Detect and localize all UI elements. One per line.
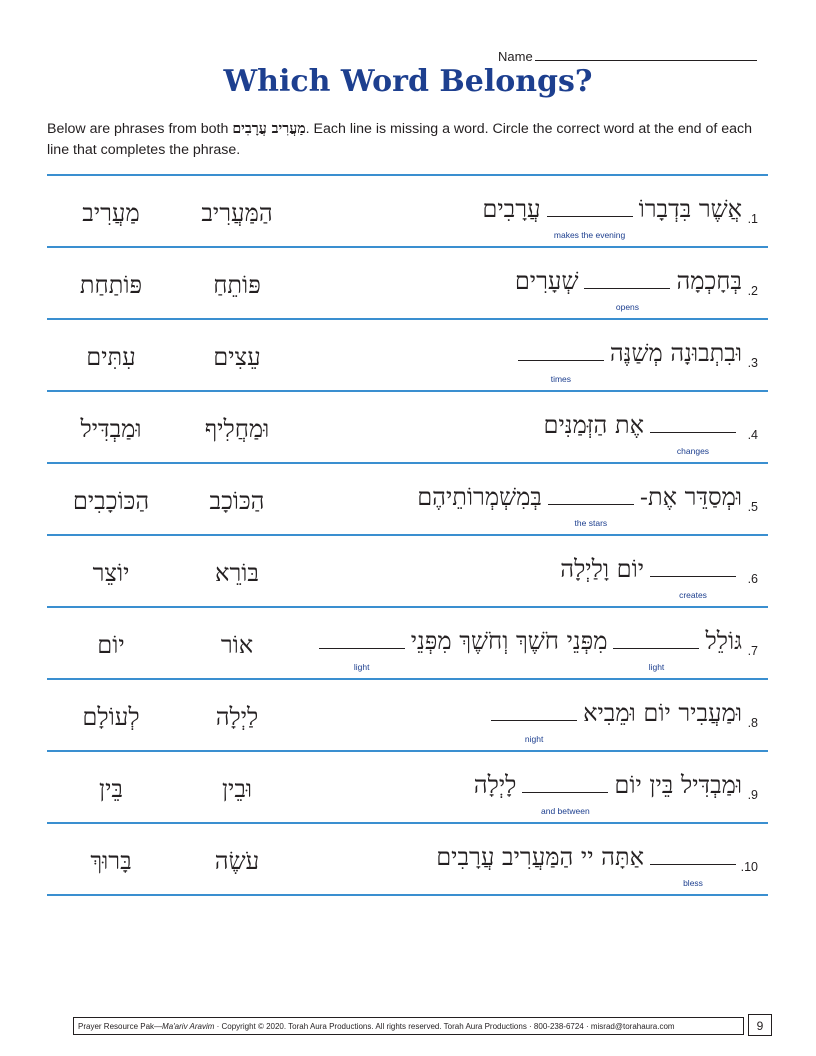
exercise-row (47, 176, 768, 248)
hebrew-phrase (543, 408, 742, 456)
footer (73, 1017, 744, 1035)
exercise-row (47, 320, 768, 392)
answer-blank[interactable] (650, 842, 736, 888)
answer-blank-2[interactable] (319, 626, 405, 672)
footer-text-italic: Ma'ariv Aravim (162, 1022, 215, 1031)
choice-option-2[interactable]: עִתִּים (86, 343, 136, 371)
hebrew-phrase (514, 264, 742, 312)
row-number: .8 (747, 716, 758, 730)
answer-blank[interactable] (522, 770, 608, 816)
choice-option-1[interactable]: בּוֹרֵא (215, 559, 259, 587)
page-title: Which Word Belongs? (223, 64, 593, 99)
row-number: .1 (747, 212, 758, 226)
choice-option-1[interactable]: הַמַּעֲרִיב (201, 199, 273, 227)
row-number: .6 (747, 572, 758, 586)
answer-blank[interactable] (584, 266, 670, 312)
hebrew-phrase (417, 480, 742, 528)
answer-blank[interactable] (650, 410, 736, 456)
exercise-table (47, 174, 768, 896)
exercise-row (47, 248, 768, 320)
blank-hint: bless (683, 878, 703, 888)
phrase-after: שְׁעָרִים (514, 267, 579, 295)
choice-option-2[interactable]: הַכּוֹכָבִים (72, 487, 150, 515)
row-number: .10 (740, 860, 758, 874)
phrase-before: וּמַעֲבִיר יוֹם וּמֵבִיא (583, 699, 742, 727)
answer-blank[interactable] (518, 338, 604, 384)
name-blank[interactable] (535, 48, 757, 61)
row-number: .7 (747, 644, 758, 658)
blank-hint: night (524, 734, 544, 744)
choice-option-2[interactable]: בָּרוּךְ (90, 847, 132, 875)
choice-option-1[interactable]: וּמַחֲלִיף (204, 415, 270, 443)
blank-hint: opens (615, 302, 640, 312)
exercise-row (47, 824, 768, 896)
phrase-after: אֶת הַזְּמַנִּים (543, 411, 644, 439)
phrase-after: מִפְּנֵי חֹשֶׁךְ וְחֹשֶׁךְ מִפְּנֵי (410, 627, 608, 655)
blank-hint: light (648, 662, 665, 672)
choice-option-1[interactable]: עֹשֶׂה (214, 847, 260, 875)
choice-option-2[interactable]: בֵּין (99, 775, 123, 803)
hebrew-phrase (473, 768, 742, 816)
hebrew-phrase (512, 336, 742, 384)
phrase-before: בְּחָכְמָה (676, 267, 742, 295)
hebrew-phrase (436, 840, 742, 888)
blank-hint: makes the evening (553, 230, 626, 240)
choice-option-1[interactable]: אוֹר (220, 631, 254, 659)
choice-option-1[interactable]: פּוֹתֵחַ (213, 271, 261, 299)
choice-option-2[interactable]: לְעוֹלָם (82, 703, 140, 731)
blank-hint: changes (676, 446, 710, 456)
choice-option-2[interactable]: יוֹצֵר (92, 559, 130, 587)
row-number: .3 (747, 356, 758, 370)
blank-hint: creates (679, 590, 707, 600)
phrase-after: בְּמִשְׁמְרוֹתֵיהֶם (417, 483, 542, 511)
exercise-row (47, 752, 768, 824)
phrase-after: יוֹם וָלַיְלָה (560, 555, 644, 583)
answer-blank[interactable] (491, 698, 577, 744)
choice-option-2[interactable]: פּוֹתַחַת (79, 271, 143, 299)
hebrew-phrase (313, 624, 742, 672)
page-number: 9 (748, 1014, 772, 1036)
row-number: .9 (747, 788, 758, 802)
choice-option-2[interactable]: מַעֲרִיב (82, 199, 140, 227)
choice-option-1[interactable]: הַכּוֹכָב (209, 487, 265, 515)
hebrew-phrase (485, 696, 742, 744)
footer-text-after: · Copyright © 2020. Torah Aura Productions. All rights reserved. Torah Aura Productions · 800-238-6724 · misrad@torahaura.com (214, 1022, 675, 1031)
instructions-after: . Each line is missing a word. Circle the correct word at the end of each line that completes the phrase. (47, 121, 752, 158)
phrase-before: וּמַבְדִּיל בֵּין יוֹם (614, 771, 742, 799)
phrase-before: אֲשֶׁר בִּדְבָרוֹ (638, 195, 742, 223)
exercise-row (47, 680, 768, 752)
phrase-after: אַתָּה יי הַמַּעֲרִיב עֲרָבִים (436, 843, 644, 871)
answer-blank[interactable] (548, 482, 634, 528)
choice-option-1[interactable]: וּבֵין (221, 775, 253, 803)
choice-option-1[interactable]: לַיְלָה (215, 703, 259, 731)
blank-hint: times (550, 374, 572, 384)
instructions-hebrew: מַעֲרִיב עֲרָבִים (232, 121, 306, 137)
row-number: .2 (747, 284, 758, 298)
row-number: .5 (747, 500, 758, 514)
footer-text-before: Prayer Resource Pak— (78, 1022, 163, 1031)
choice-option-1[interactable]: עֵצִים (213, 343, 261, 371)
name-label: Name (498, 49, 533, 64)
phrase-after: עֲרָבִים (482, 195, 541, 223)
choice-option-2[interactable]: וּמַבְדִּיל (80, 415, 142, 443)
instructions-before: Below are phrases from both (47, 121, 233, 137)
choice-option-2[interactable]: יוֹם (97, 631, 125, 659)
blank-hint: and between (541, 806, 590, 816)
exercise-row (47, 536, 768, 608)
answer-blank[interactable] (547, 194, 633, 240)
instructions (47, 119, 777, 161)
phrase-before: וּמְסַדֵּר אֶת- (639, 483, 742, 511)
name-field (498, 48, 757, 64)
exercise-row (47, 392, 768, 464)
exercise-row (47, 464, 768, 536)
phrase-before: גּוֹלֵל (705, 627, 742, 655)
row-number: .4 (747, 428, 758, 442)
hebrew-phrase (482, 192, 742, 240)
phrase-before: וּבִתְבוּנָה מְשַׁנֶּה (609, 339, 742, 367)
answer-blank[interactable] (650, 554, 736, 600)
hebrew-phrase (560, 552, 742, 600)
answer-blank[interactable] (613, 626, 699, 672)
blank-hint: the stars (574, 518, 608, 528)
phrase-after: לָיְלָה (473, 771, 517, 799)
exercise-row (47, 608, 768, 680)
blank-hint: light (353, 662, 370, 672)
